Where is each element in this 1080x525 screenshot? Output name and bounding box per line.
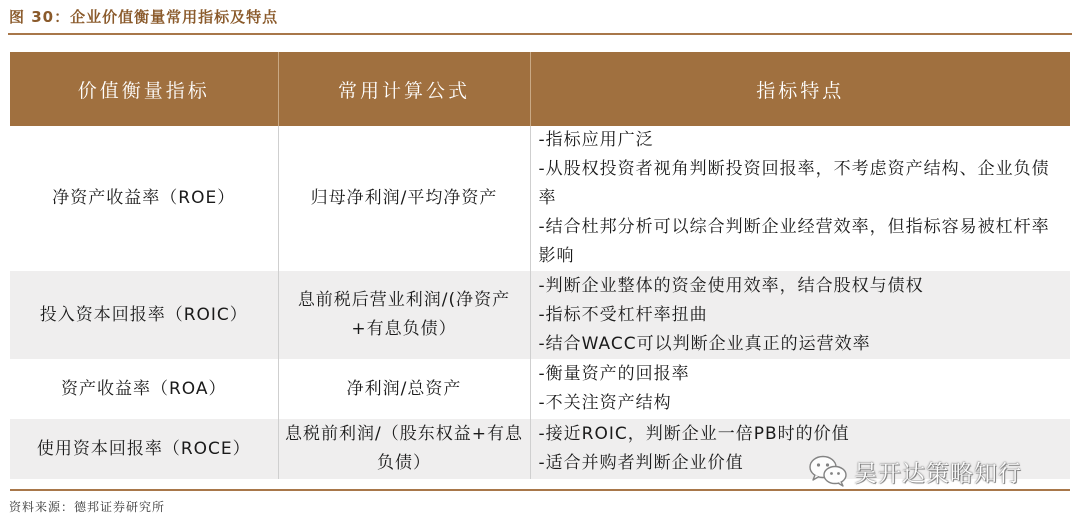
feature-item: -适合并购者判断企业价值 (538, 453, 744, 473)
metric-cell: 使用资本回报率（ROCE） (10, 419, 278, 479)
bottom-divider (10, 489, 1070, 491)
source-note: 资料来源：德邦证券研究所 (9, 500, 166, 514)
figure-title: 图 30：企业价值衡量常用指标及特点 (9, 8, 279, 26)
watermark (808, 454, 1022, 488)
feature-item: -结合WACC可以判断企业真正的运营效率 (538, 333, 871, 354)
table-row (10, 271, 1070, 359)
title-divider (8, 33, 1072, 35)
watermark-text: 吴开达策略知行 (854, 460, 1022, 487)
features-cell (530, 359, 1070, 419)
feature-item: -从股权投资者视角判断投资回报率，不考虑资产结构、企业负债率 (538, 159, 1050, 208)
header-features: 指标特点 (530, 52, 1070, 126)
metric-cell: 资产收益率（ROA） (10, 359, 278, 419)
header-metric: 价值衡量指标 (10, 52, 278, 126)
feature-item: -接近ROIC，判断企业一倍PB时的价值 (538, 424, 850, 444)
features-cell (530, 126, 1070, 271)
feature-item: -衡量资产的回报率 (538, 364, 690, 384)
header-formula: 常用计算公式 (278, 52, 530, 126)
wechat-icon (808, 454, 848, 488)
features-cell (530, 271, 1070, 359)
metric-cell: 投入资本回报率（ROIC） (10, 271, 278, 359)
formula-cell: 归母净利润/平均净资产 (278, 126, 530, 271)
formula-cell: 息前税后营业利润/(净资产+有息负债） (278, 271, 530, 359)
metrics-table-container (10, 52, 1070, 479)
feature-item: -指标不受杠杆率扭曲 (538, 304, 708, 325)
formula-cell: 息税前利润/（股东权益+有息负债） (278, 419, 530, 479)
feature-item: -结合杜邦分析可以综合判断企业经营效率，但指标容易被杠杆率影响 (538, 217, 1050, 266)
feature-item: -判断企业整体的资金使用效率，结合股权与债权 (538, 275, 924, 296)
table-row (10, 359, 1070, 419)
feature-item: -不关注资产结构 (538, 393, 672, 413)
feature-item: -指标应用广泛 (538, 130, 654, 150)
metrics-table (10, 52, 1070, 479)
formula-cell: 净利润/总资产 (278, 359, 530, 419)
table-row (10, 126, 1070, 271)
metric-cell: 净资产收益率（ROE） (10, 126, 278, 271)
table-header-row (10, 52, 1070, 126)
